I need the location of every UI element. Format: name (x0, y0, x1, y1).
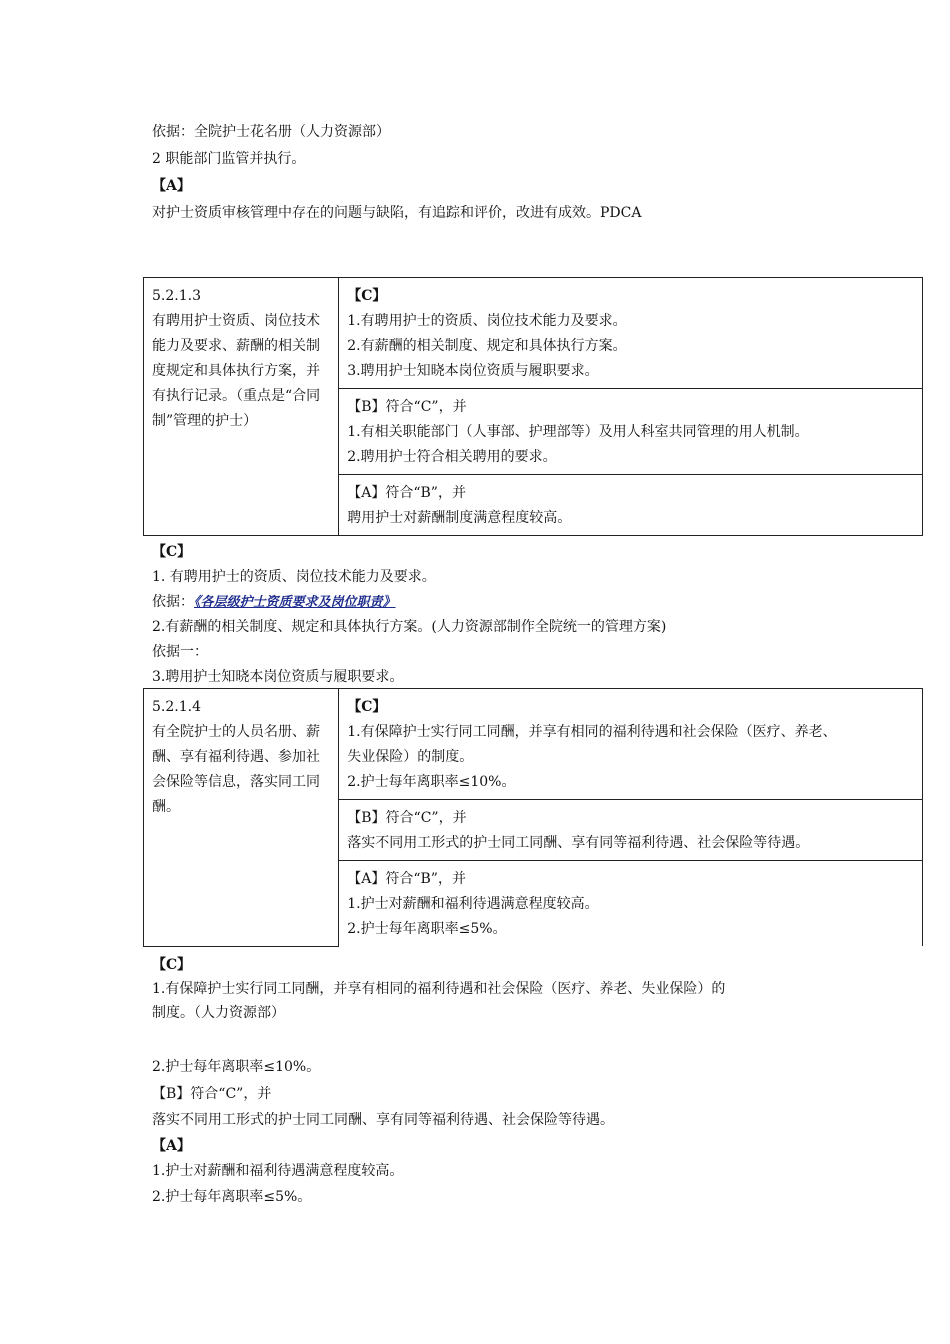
grade-b-item: 1.有相关职能部门（人事部、护理部等）及用人科室共同管理的用人机制。 (347, 424, 809, 440)
grade-a-item: 2.护士每年离职率≤5%。 (347, 921, 507, 937)
grade-c-item: 2.护士每年离职率≤10%。 (347, 774, 516, 790)
standard-table-5-2-1-4 (143, 688, 923, 947)
requirement-line: 1.护士对薪酬和福利待遇满意程度较高。 (152, 1163, 404, 1179)
grade-b-heading: 【B】符合“C”，并 (152, 1086, 272, 1102)
grade-a-item: 1.护士对薪酬和福利待遇满意程度较高。 (347, 896, 599, 912)
standard-table-5-2-1-3 (143, 277, 923, 536)
grade-a-heading: 【A】符合“B”，并 (347, 485, 466, 501)
grade-c-item: 1.有保障护士实行同工同酬，并享有相同的福利待遇和社会保险（医疗、养老、 (347, 724, 837, 740)
grade-c-heading: 【C】 (347, 699, 387, 715)
grade-c-heading: 【C】 (152, 544, 192, 560)
requirement-line: 2.护士每年离职率≤5%。 (152, 1189, 312, 1205)
standard-code: 5.2.1.4 (152, 699, 201, 715)
basis-line: 依据：全院护士花名册（人力资源部） (152, 124, 390, 140)
grade-b-heading: 【B】符合“C”，并 (347, 810, 467, 826)
requirement-line: 落实不同用工形式的护士同工同酬、享有同等福利待遇、社会保险等待遇。 (152, 1112, 614, 1128)
grade-a-heading: 【A】 (152, 178, 191, 194)
basis-document-link[interactable]: 《各层级护士资质要求及岗位职责》 (194, 595, 396, 610)
grade-b-cell (339, 389, 923, 475)
grade-c-item: 失业保险）的制度。 (347, 749, 474, 765)
grade-c-heading: 【C】 (347, 288, 387, 304)
grade-a-heading: 【A】符合“B”，并 (347, 871, 466, 887)
standard-description-cell (144, 689, 339, 947)
grade-a-cell (339, 475, 923, 536)
grade-c-item: 2.有薪酬的相关制度、规定和具体执行方案。 (347, 338, 627, 354)
grade-b-item: 落实不同用工形式的护士同工同酬、享有同等福利待遇、社会保险等待遇。 (347, 835, 810, 851)
basis-label: 依据： (152, 594, 194, 610)
grade-c-cell (339, 278, 923, 389)
grade-a-item: 聘用护士对薪酬制度满意程度较高。 (347, 510, 572, 526)
requirement-line: 1.有保障护士实行同工同酬，并享有相同的福利待遇和社会保险（医疗、养老、失业保险）的 (152, 981, 726, 997)
standard-description: 有聘用护士资质、岗位技术能力及要求、薪酬的相关制度规定和具体执行方案，并有执行记录。（重点是“合同制”管理的护士） (152, 313, 321, 429)
requirement-line: 1. 有聘用护士的资质、岗位技术能力及要求。 (152, 569, 436, 585)
grade-a-cell (339, 861, 923, 947)
grade-b-heading: 【B】符合“C”，并 (347, 399, 467, 415)
requirement-line: 2.有薪酬的相关制度、规定和具体执行方案。(人力资源部制作全院统一的管理方案) (152, 619, 667, 635)
standard-description: 有全院护士的人员名册、薪酬、享有福利待遇、参加社会保险等信息，落实同工同酬。 (152, 724, 320, 815)
grade-c-heading: 【C】 (152, 957, 192, 973)
grade-c-item: 1.有聘用护士的资质、岗位技术能力及要求。 (347, 313, 627, 329)
standard-code: 5.2.1.3 (152, 288, 201, 304)
grade-b-item: 2.聘用护士符合相关聘用的要求。 (347, 449, 557, 465)
grade-a-heading: 【A】 (152, 1138, 191, 1154)
requirement-line: 2.护士每年离职率≤10%。 (152, 1059, 321, 1075)
basis-line: 依据一： (152, 644, 208, 660)
basis-line (152, 590, 396, 615)
requirement-line: 3.聘用护士知晓本岗位资质与履职要求。 (152, 669, 404, 685)
supervision-line: 2 职能部门监管并执行。 (152, 151, 306, 167)
grade-c-item: 3.聘用护士知晓本岗位资质与履职要求。 (347, 363, 599, 379)
grade-b-cell (339, 800, 923, 861)
standard-description-cell (144, 278, 339, 536)
grade-c-cell (339, 689, 923, 800)
requirement-line: 制度。（人力资源部） (152, 1005, 285, 1021)
grade-a-text: 对护士资质审核管理中存在的问题与缺陷，有追踪和评价，改进有成效。PDCA (152, 205, 642, 221)
